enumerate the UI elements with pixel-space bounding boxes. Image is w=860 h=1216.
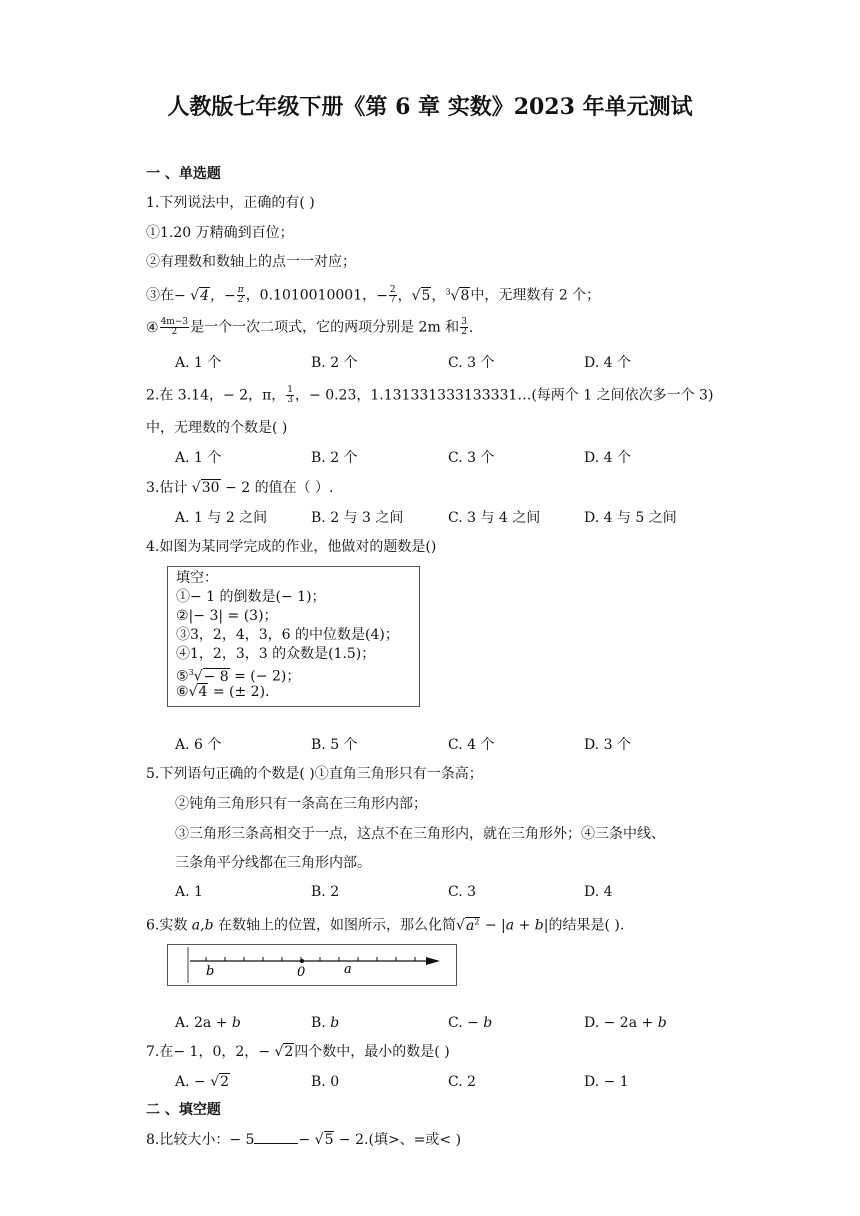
q2-stem-line-1	[146, 386, 713, 405]
q7-stem-suffix: 四个数中，最小的数是( )	[294, 1044, 450, 1060]
q3-option-a[interactable]: A. 1 与 2 之间	[175, 510, 268, 526]
q1-option-a[interactable]: A. 1 个	[175, 355, 222, 371]
q2-stem-line-2: 中，无理数的个数是( )	[146, 420, 288, 436]
q5-option-a[interactable]: A. 1	[175, 884, 203, 900]
q1-statement-2: ②有理数和数轴上的点一一对应；	[146, 254, 356, 270]
q6-stem-middle: 在数轴上的位置，如图所示，那么化简	[218, 917, 457, 934]
q4-box-line-3: ②|− 3| = (3)；	[176, 608, 278, 624]
label-a: a	[344, 962, 352, 977]
q2-option-d[interactable]: D. 4 个	[584, 450, 631, 466]
q5-line-2: ②钝角三角形只有一条高在三角形内部；	[175, 796, 427, 812]
q8-answer-blank[interactable]	[254, 1131, 298, 1144]
q3-stem-suffix: 的值在（ ）.	[254, 480, 334, 496]
q3-stem	[146, 479, 333, 497]
q6-stem-math: $√a^2 - |a + b|$	[456, 917, 549, 934]
section-heading-fill-blank: 二 、填空题	[146, 1102, 221, 1118]
q4-box-line-6-label: ⑤	[176, 668, 189, 685]
q1-option-c[interactable]: C. 3 个	[448, 355, 495, 371]
q3-option-b[interactable]: B. 2 与 3 之间	[311, 510, 404, 526]
origin-dot	[300, 959, 304, 963]
q6-stem-suffix: 的结果是( ).	[548, 917, 625, 934]
q4-box-line-7: ⑥√4 = (± 2).	[176, 684, 270, 700]
q7-option-d[interactable]: D. − 1	[584, 1074, 629, 1090]
q5-option-b[interactable]: B. 2	[311, 884, 340, 900]
q8-stem-suffix: .(填>、=或< )	[364, 1132, 462, 1148]
q1-s3-math-1: − √4，− $\frac{\pi}{2}$	[174, 285, 244, 306]
q3-stem-math: √30 − 2	[187, 480, 255, 496]
q7-option-c[interactable]: C. 2	[448, 1074, 477, 1090]
q2-option-a[interactable]: A. 1 个	[175, 450, 222, 466]
q8-stem-math: − √5 − 2	[298, 1132, 365, 1148]
q1-s3-prefix: ③在	[146, 287, 174, 304]
q4-stem: 4.如图为某同学完成的作业，他做对的题数是()	[146, 539, 437, 555]
number-line-svg	[168, 945, 456, 985]
q6-option-d[interactable]: D. − 2a + b	[584, 1015, 667, 1031]
q2-stem-prefix: 2.在 3.14，− 2，π，	[146, 387, 286, 404]
q6-stem-prefix: 6.实数	[146, 917, 188, 934]
page-title: 人教版七年级下册《第 6 章 实数》2023 年单元测试	[167, 94, 693, 120]
q1-s3-suffix: 中，无理数有 2 个；	[470, 287, 601, 304]
q1-s4-math-2: $\frac{3}{2}$ .	[461, 317, 474, 337]
q4-option-a[interactable]: A. 6 个	[175, 737, 222, 753]
number-line-arrow	[426, 957, 440, 965]
q1-option-d[interactable]: D. 4 个	[584, 355, 631, 371]
q6-option-a[interactable]: A. 2a + b	[175, 1015, 241, 1031]
q4-box-line-6: ⑤$^3$√− 8 = (− 2)；	[176, 668, 301, 685]
q8-stem	[146, 1131, 461, 1149]
q4-option-c[interactable]: C. 4 个	[448, 737, 495, 753]
label-b: b	[206, 964, 215, 979]
q7-option-a[interactable]: A. − √2	[175, 1074, 230, 1090]
section-heading-single-choice: 一 、单选题	[146, 166, 221, 182]
q7-option-b[interactable]: B. 0	[311, 1074, 340, 1090]
q8-stem-prefix: 8.比较大小：− 5	[146, 1132, 255, 1148]
q6-option-c[interactable]: C. − b	[448, 1015, 493, 1031]
q1-stem: 1.下列说法中，正确的有( )	[146, 195, 315, 211]
label-zero: 0	[297, 965, 306, 980]
q4-option-b[interactable]: B. 5 个	[311, 737, 358, 753]
q4-box-line-5: ④1，2，3，3 的众数是(1.5)；	[176, 646, 376, 662]
q6-number-line-figure	[167, 944, 457, 986]
q6-option-b[interactable]: B. b	[311, 1015, 340, 1031]
q4-homework-box	[167, 566, 420, 707]
q1-statement-1: ①1.20 万精确到百位；	[146, 225, 294, 241]
q1-s3-math-2: − $\frac{2}{7}$ ，√5，$^3$√8	[376, 285, 470, 306]
q4-option-d[interactable]: D. 3 个	[584, 737, 631, 753]
q4-box-line-7-label: ⑥	[176, 684, 189, 700]
q5-line-4: 三条角平分线都在三角形内部。	[175, 855, 371, 871]
q2-option-b[interactable]: B. 2 个	[311, 450, 358, 466]
q7-stem	[146, 1043, 450, 1061]
q4-box-line-2: ①− 1 的倒数是(− 1)；	[176, 589, 326, 605]
q5-option-c[interactable]: C. 3	[448, 884, 477, 900]
q3-option-c[interactable]: C. 3 与 4 之间	[448, 510, 541, 526]
q1-statement-3	[146, 283, 600, 305]
q7-stem-math: − √2	[258, 1044, 294, 1060]
q5-option-d[interactable]: D. 4	[584, 884, 613, 900]
q1-statement-4	[146, 318, 473, 337]
q4-box-line-1: 填空：	[176, 570, 218, 586]
q6-stem	[146, 913, 624, 935]
q3-stem-prefix: 3.估计	[146, 480, 188, 496]
q3-option-d[interactable]: D. 4 与 5 之间	[584, 510, 677, 526]
q5-line-3: ③三角形三条高相交于一点，这点不在三角形内，就在三角形外；④三条中线、	[175, 826, 665, 842]
q2-stem-math: $\frac{1}{3}$	[287, 385, 294, 405]
q4-box-line-4: ③3，2，4，3，6 的中位数是(4)；	[176, 627, 399, 643]
q5-stem: 5.下列语句正确的个数是( )①直角三角形只有一条高；	[146, 766, 483, 782]
q6-stem-vars: a,b	[187, 917, 219, 934]
q1-s4-math-1: ④ $\frac{4m-3}{2}$	[146, 317, 189, 337]
q1-option-b[interactable]: B. 2 个	[311, 355, 358, 371]
q2-option-c[interactable]: C. 3 个	[448, 450, 495, 466]
q7-stem-prefix: 7.在− 1，0，2，	[146, 1044, 259, 1060]
q2-stem-suffix: ，− 0.23，1.131331333133331…(每两个 1 之间依次多一个 3)	[295, 387, 714, 404]
q7-option-a-label: A.	[175, 1074, 190, 1090]
q1-s4-text: 是一个一次二项式，它的两项分别是 2m 和	[190, 319, 460, 336]
q1-s3-middle: ，0.1010010001，	[245, 287, 377, 304]
